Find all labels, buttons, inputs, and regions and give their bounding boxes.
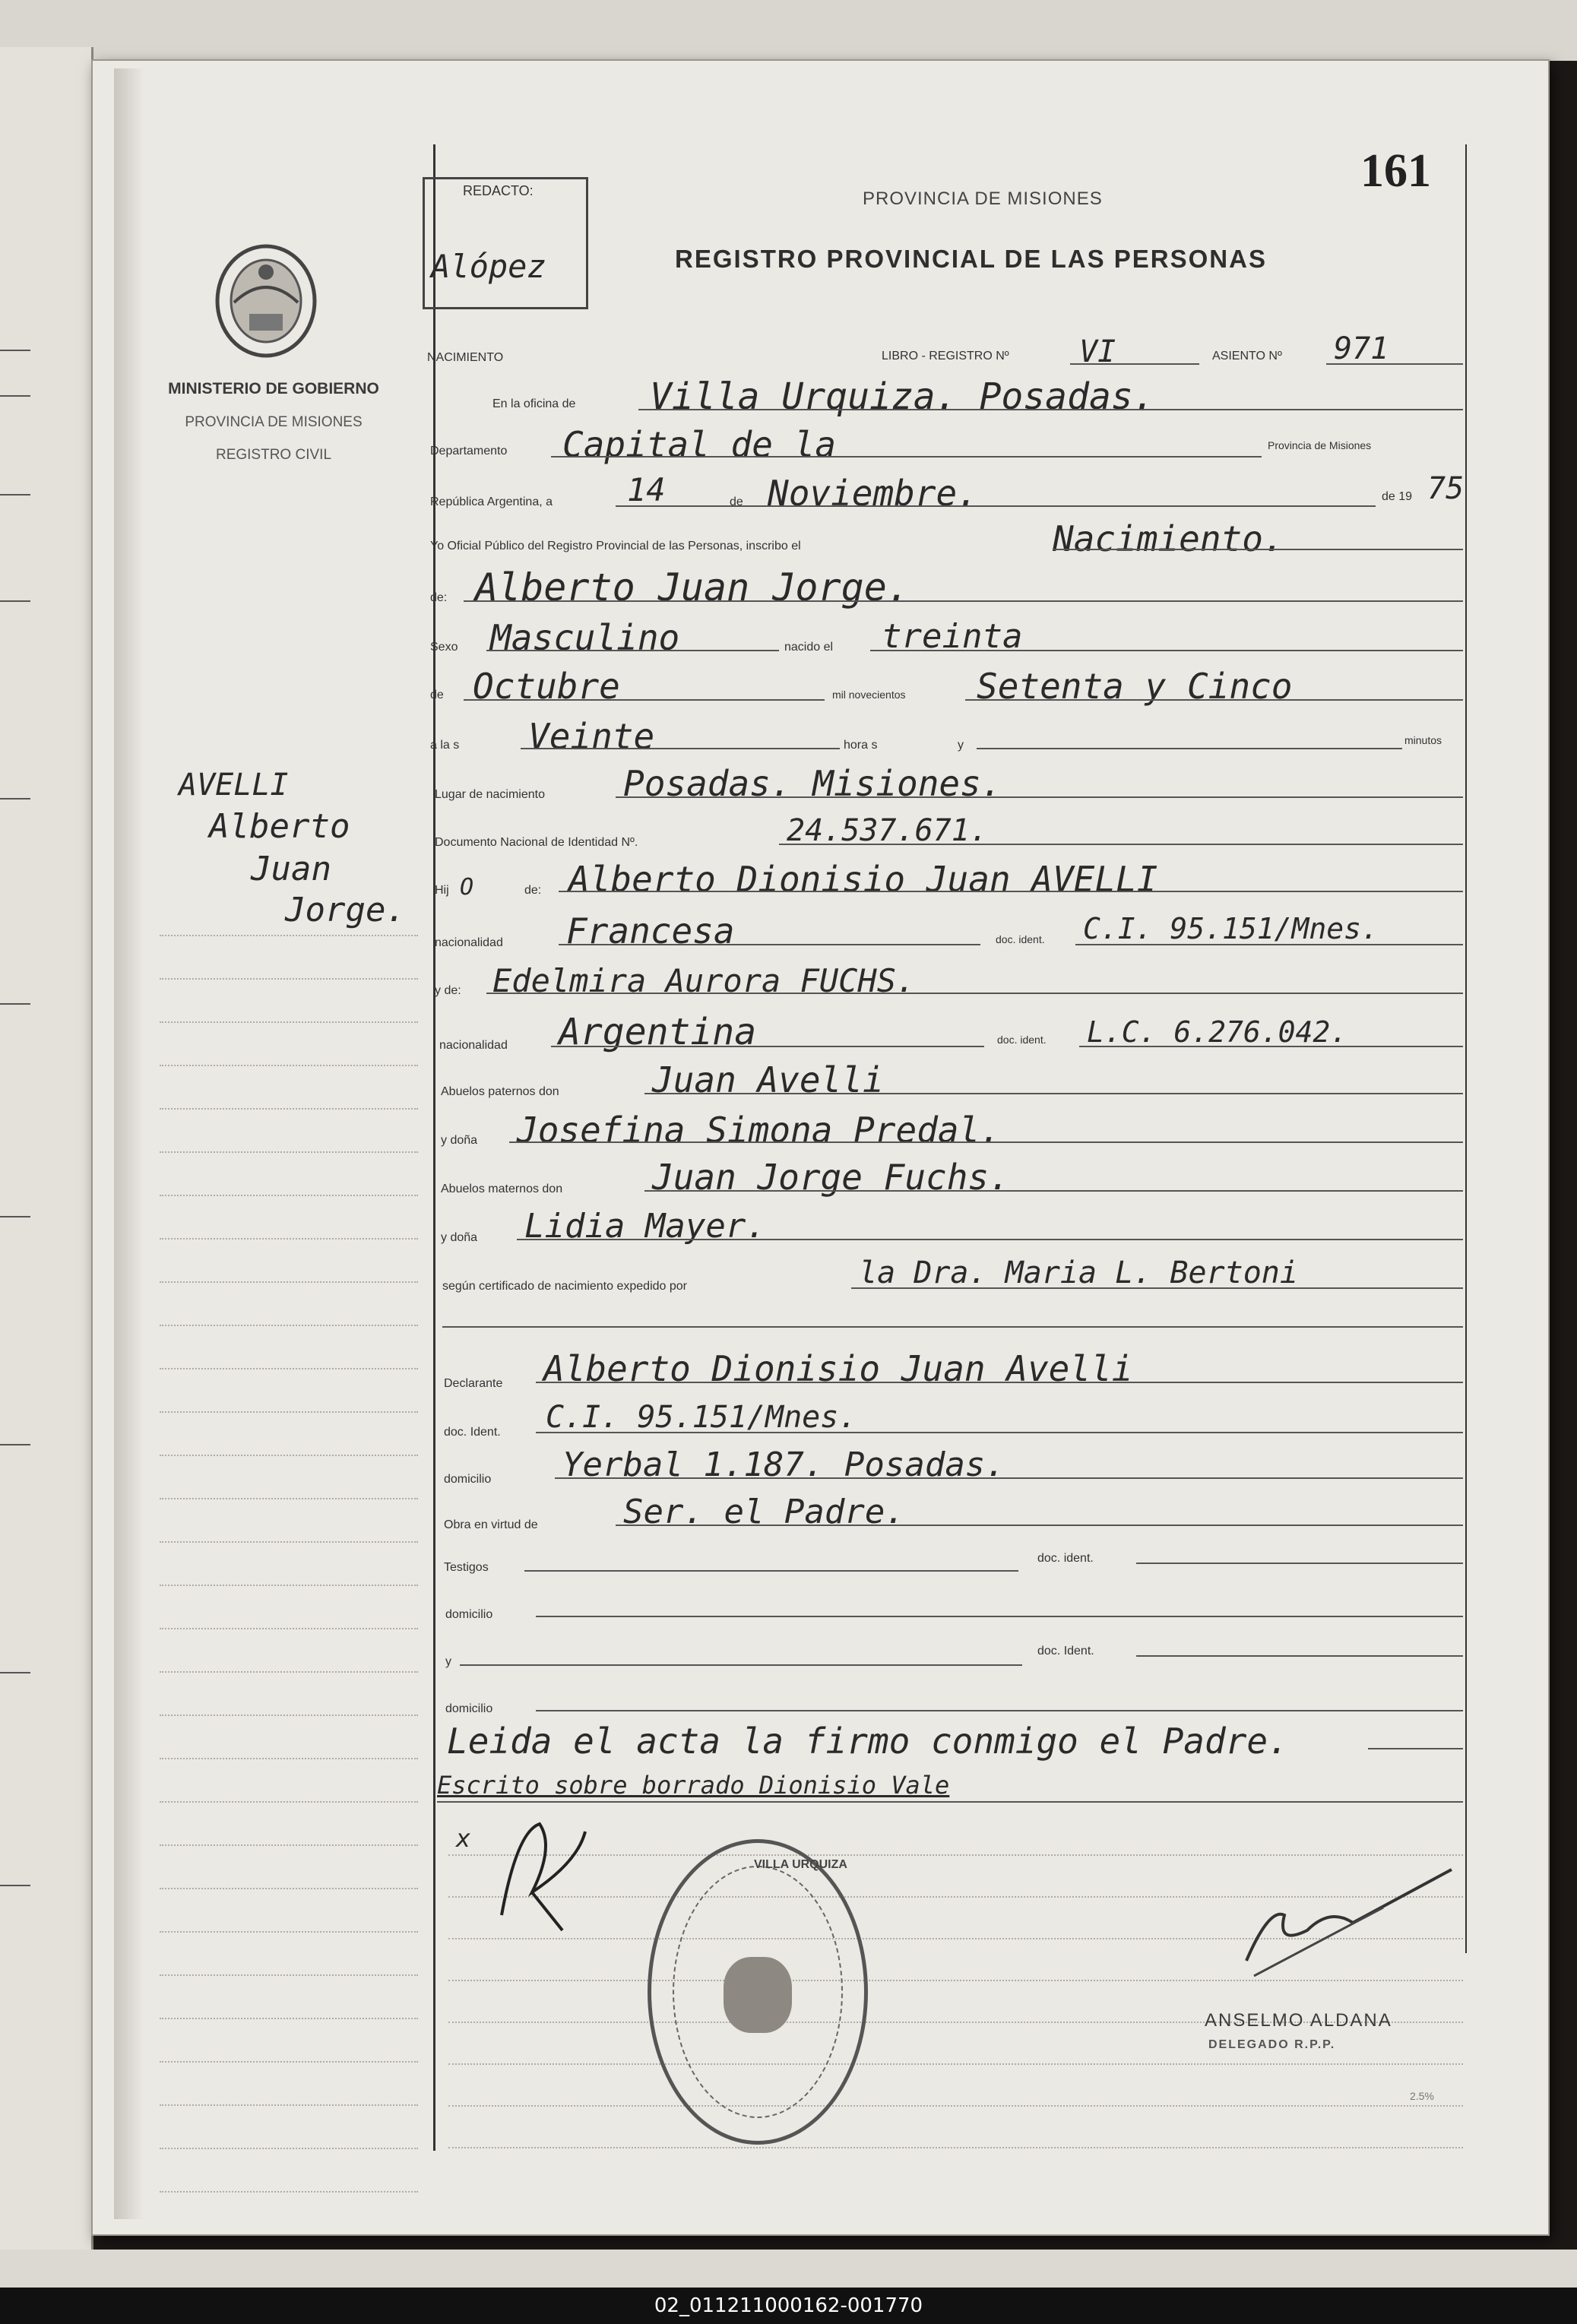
testigos-doc-line [1136,1563,1463,1564]
redacto-label: REDACTO: [463,183,534,198]
margin-ruling-line [160,1411,418,1413]
stamp-emblem [724,1957,792,2033]
decl-doc-line [536,1432,1463,1433]
margin-ruling-line [160,1758,418,1759]
testigos-doc2-label: doc. Ident. [1037,1645,1094,1658]
de3-label: de [430,689,444,701]
nacido-year-line [965,699,1463,701]
mother-nationality-label: nacionalidad [439,1039,508,1052]
year-value: 75 [1427,471,1465,506]
signature-ruling-line [448,2063,1463,2065]
edge-tick [0,1444,30,1445]
edge-tick [0,395,30,397]
oficina-line [638,409,1463,410]
declarante-label: Declarante [444,1377,503,1390]
abuela-paterna: Josefina Simona Predal. [517,1110,1001,1151]
asiento-line [1326,363,1463,365]
image-caption: 02_011211000162-001770 [0,2288,1577,2324]
mil-label: mil novecientos [832,689,906,701]
margin-ruling-line [160,1455,418,1456]
libro-label: LIBRO - REGISTRO Nº [882,350,1009,363]
day-value: 14 [627,471,666,508]
testigos-label: Testigos [444,1561,489,1574]
testigo-2-line [460,1664,1022,1666]
edge-tick [0,1216,30,1217]
mother-line [486,993,1463,994]
father-doc-line [1075,944,1463,945]
signature-ruling-line [448,2105,1463,2107]
record-type-label: NACIMIENTO [427,351,504,364]
abuelo-materno-line [644,1190,1463,1192]
ministry-province: PROVINCIA DE MISIONES [185,414,363,430]
provincia-suffix: Provincia de Misiones [1268,439,1372,451]
margin-ruling-line [160,1498,418,1499]
hora-label: hora s [844,739,878,752]
corner-number: 2.5% [1410,2090,1434,2102]
declarant-x-mark: x [456,1824,471,1853]
ydona-label-2: y doña [441,1231,478,1244]
coat-of-arms-icon [211,242,321,363]
mother-doc-label: doc. ident. [997,1034,1047,1046]
margin-name-2: Juan [251,850,331,888]
father-nationality: Francesa [566,910,735,951]
testigos-doc2-line [1136,1655,1463,1657]
page-gutter [114,68,144,2219]
certificado-label: según certificado de nacimiento expedido por [442,1280,687,1293]
abuelos-paternos-label: Abuelos paternos don [441,1085,559,1098]
father-doc: C.I. 95.151/Mnes. [1083,912,1379,945]
margin-ruling-line [160,1238,418,1240]
registry-heading: REGISTRO PROVINCIAL DE LAS PERSONAS [675,245,1267,273]
province-heading: PROVINCIA DE MISIONES [863,188,1103,209]
nacido-month-line [464,699,825,701]
margin-surname: AVELLI [179,768,289,803]
father-doc-label: doc. ident. [996,933,1045,945]
lugar-value: Posadas. Misiones. [623,763,1002,804]
month-value: Noviembre. [768,473,978,514]
margin-ruling-line [160,1368,418,1369]
sexo-line [486,650,779,651]
redacto-signature: Alópez [431,248,546,285]
margin-ruling-line [160,1325,418,1326]
edge-tick [0,350,30,351]
margin-ruling-line [160,2148,418,2149]
oficina-value: Villa Urquiza. Posadas. [650,375,1155,418]
table-surface-top [0,0,1577,61]
hijo-suffix: O [460,874,474,901]
table-surface-bottom [0,2250,1577,2288]
obra-line [616,1525,1463,1526]
abuelo-paterno-line [644,1093,1463,1094]
abuela-materna-line [517,1239,1463,1240]
abuelo-materno: Juan Jorge Fuchs. [652,1157,1010,1198]
margin-ruling-line [160,1671,418,1673]
margin-name-1: Alberto [209,807,350,846]
mother-name: Edelmira Aurora FUCHS. [492,962,916,999]
father-nationality-line [559,944,980,945]
hora-line [521,748,840,749]
right-margin-rule [1465,144,1467,1953]
father-line [559,891,1463,892]
margin-ruling-line [160,1151,418,1153]
de4-label: de: [524,884,542,897]
declarante-value: Alberto Dionisio Juan Avelli [543,1348,1133,1389]
departamento-value: Capital de la [562,424,837,465]
closing-line-2: Escrito sobre borrado Dionisio Vale [437,1771,950,1800]
certificado-line [851,1287,1463,1289]
father-nationality-label: nacionalidad [435,936,503,949]
abuela-paterna-line [509,1141,1463,1143]
declarant-signature [486,1801,600,1938]
ministry-office: REGISTRO CIVIL [215,447,332,463]
previous-page-edge [0,47,93,2266]
page-number: 161 [1360,145,1431,197]
margin-name-3: Jorge. [285,891,406,929]
margin-ruling-line [160,2061,418,2063]
domicilio-label: domicilio [444,1473,492,1486]
domicilio-2-line [536,1616,1463,1617]
margin-ruling-line [160,978,418,980]
statement-text: Yo Oficial Público del Registro Provincial de las Personas, inscribo el [430,540,801,553]
abuelo-paterno: Juan Avelli [652,1059,884,1100]
domicilio-line [555,1477,1463,1479]
mother-nationality: Argentina [559,1011,757,1053]
edge-tick [0,1885,30,1886]
sexo-value: Masculino [490,617,680,658]
declarante-line [536,1382,1463,1383]
margin-ruling-line [160,2191,418,2193]
margin-ruling-line [160,1844,418,1846]
dni-label: Documento Nacional de Identidad Nº. [435,836,638,849]
decl-doc-value: C.I. 95.151/Mnes. [546,1400,857,1435]
official-stamp [648,1839,868,2145]
margin-ruling-line [160,1628,418,1629]
y2-label: y [445,1655,451,1668]
yde-label: y de: [435,984,461,997]
closing-line-1-rule [1368,1748,1463,1749]
nacido-line [870,650,1463,651]
libro-value: VI [1079,334,1116,369]
statement-value: Nacimiento. [1053,518,1284,559]
edge-tick [0,1672,30,1673]
officer-title: DELEGADO R.P.P. [1208,2038,1336,2051]
nacido-value: treinta [882,617,1023,656]
domicilio-3-label: domicilio [445,1702,493,1715]
domicilio-value: Yerbal 1.187. Posadas. [562,1445,1005,1484]
sexo-label: Sexo [430,641,458,654]
edge-tick [0,600,30,602]
mother-doc-line [1079,1046,1463,1047]
margin-ruling-line [160,1065,418,1066]
edge-tick [0,494,30,496]
stamp-text: VILLA URQUIZA [754,1858,847,1871]
margin-ruling-line [160,1108,418,1110]
margin-ruling-line [160,935,418,936]
libro-line [1070,363,1199,365]
departamento-line [551,456,1262,458]
margin-ruling-line [160,1888,418,1889]
hijo-label: Hij [435,884,449,897]
margin-ruling-line [160,1541,418,1543]
child-name: Alberto Juan Jorge. [475,565,910,609]
year-label: de 19 [1382,490,1413,503]
father-name: Alberto Dionisio Juan AVELLI [568,859,1158,900]
margin-ruling-line [160,1281,418,1283]
child-name-line [464,600,1463,602]
testigos-doc-label: doc. ident. [1037,1552,1094,1565]
dni-value: 24.537.671. [787,813,988,848]
signature-ruling-line [448,1854,1463,1856]
alas-label: a la s [430,739,460,752]
y-label: y [958,739,964,752]
certificado-value: la Dra. Maria L. Bertoni [859,1255,1298,1290]
edge-tick [0,1003,30,1005]
margin-ruling-line [160,1801,418,1803]
signature-ruling-line [448,2147,1463,2148]
obra-value: Ser. el Padre. [623,1493,905,1531]
domicilio-3-line [536,1710,1463,1711]
asiento-value: 971 [1334,331,1389,366]
statement-line [1053,549,1463,550]
edge-tick [0,798,30,799]
margin-ruling-line [160,1974,418,1976]
redacto-box [423,177,588,309]
margin-ruling-line [160,1715,418,1716]
ministry-title: MINISTERIO DE GOBIERNO [168,380,379,397]
abuela-materna: Lidia Mayer. [524,1207,766,1246]
asiento-label: ASIENTO Nº [1212,350,1282,363]
minutos-label: minutos [1404,734,1442,746]
mother-doc: L.C. 6.276.042. [1087,1015,1348,1049]
de-label: de [730,496,743,508]
officer-name: ANSELMO ALDANA [1205,2010,1392,2031]
nacido-month: Octubre [473,666,620,707]
minutos-line [977,748,1402,749]
obra-label: Obra en virtud de [444,1518,538,1531]
de2-label: de: [430,591,448,604]
margin-ruling-line [160,1931,418,1933]
mother-nationality-line [551,1046,984,1047]
ydona-label-1: y doña [441,1134,478,1147]
margin-ruling-line [160,2104,418,2106]
republica-label: República Argentina, a [430,496,553,508]
lugar-label: Lugar de nacimiento [435,788,545,801]
margin-ruling-line [160,2018,418,2019]
lugar-line [616,796,1463,798]
nacido-label: nacido el [784,641,834,654]
date-line [616,505,1376,507]
decl-doc-label: doc. Ident. [444,1426,501,1439]
domicilio-2-label: domicilio [445,1608,493,1621]
certificado-line-2 [442,1326,1463,1328]
departamento-label: Departamento [430,445,508,458]
margin-ruling-line [160,1021,418,1023]
testigos-line [524,1570,1018,1572]
nacido-year: Setenta y Cinco [977,666,1293,707]
dni-line [779,844,1463,845]
officer-signature [1231,1862,1459,1991]
abuelos-maternos-label: Abuelos maternos don [441,1183,563,1195]
margin-ruling-line [160,1585,418,1586]
hora-value: Veinte [528,716,655,757]
margin-ruling-line [160,1195,418,1196]
oficina-label: En la oficina de [492,397,576,410]
closing-line-1: Leida el acta la firmo conmigo el Padre. [447,1721,1289,1762]
